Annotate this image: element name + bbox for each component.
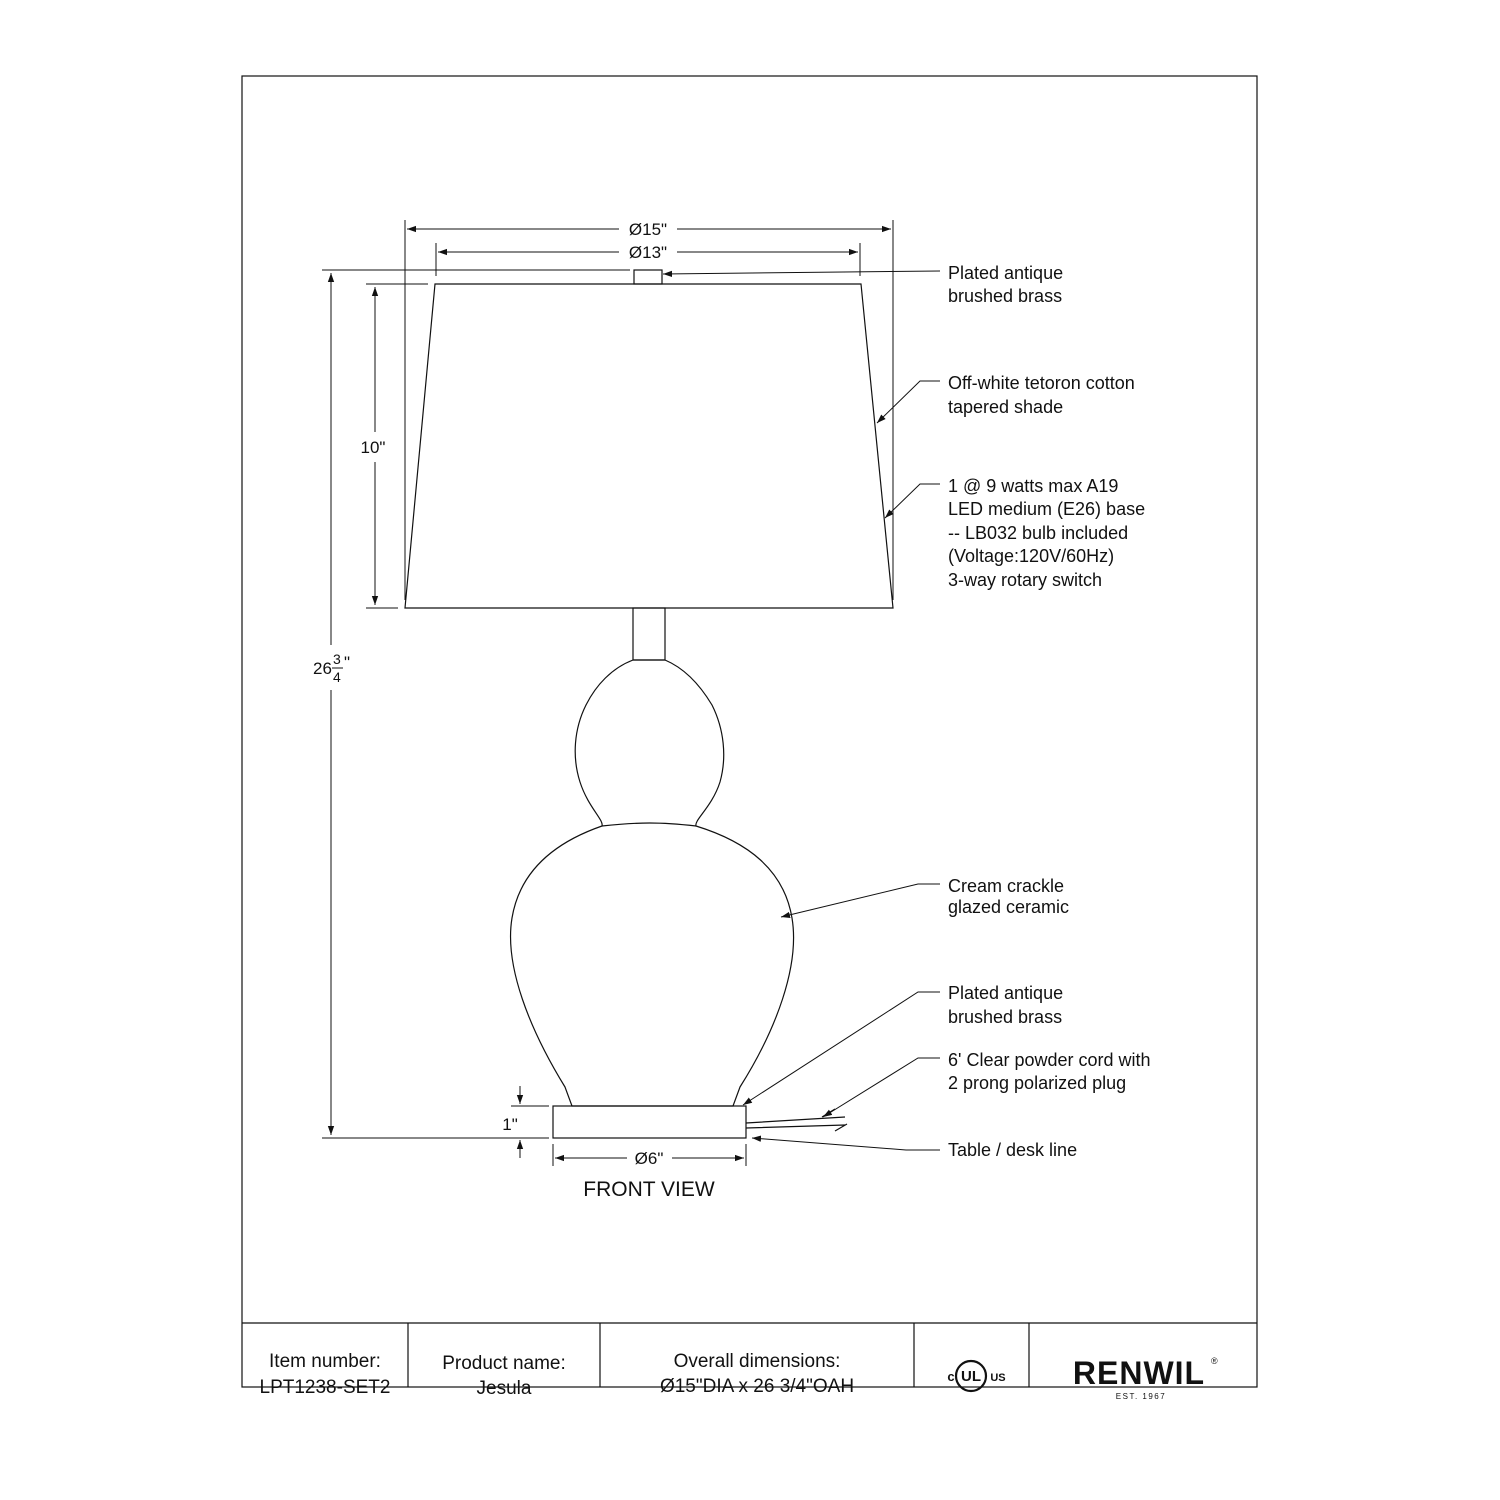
callout-cord — [948, 1050, 1151, 1093]
callout-line: Cream crackle — [948, 876, 1065, 896]
brand-name: RENWIL — [1072, 1355, 1206, 1391]
lamp-base — [553, 1106, 746, 1138]
dim-overall-height-suffix: " — [344, 653, 351, 672]
callout-line: Off-white tetoron cotton — [948, 373, 1135, 393]
callout-line: brushed brass — [948, 286, 1063, 306]
dim-overall-height-num: 3 — [333, 651, 341, 667]
lamp-neck — [633, 608, 665, 660]
brand-established: EST. 1967 — [1115, 1392, 1167, 1401]
callout-table — [948, 1140, 1077, 1160]
power-cord — [746, 1109, 847, 1131]
dimension-lines — [322, 220, 893, 1166]
callout-line: 2 prong polarized plug — [948, 1073, 1127, 1093]
callout-line: 6' Clear powder cord with — [948, 1050, 1151, 1070]
dim-overall-height-den: 4 — [333, 669, 341, 685]
dim-base-diameter: Ø6" — [634, 1149, 664, 1168]
product-name-label: Product name: — [442, 1353, 566, 1374]
lamp-shade — [405, 284, 893, 608]
dim-overall-height-whole: 26 — [313, 659, 332, 678]
finial — [634, 270, 662, 284]
callout-line: Table / desk line — [948, 1140, 1078, 1160]
callout-shade — [948, 373, 1135, 417]
callout-line: tapered shade — [948, 397, 1064, 417]
callout-line: 1 @ 9 watts max A19 — [948, 476, 1119, 496]
view-label: FRONT VIEW — [583, 1178, 715, 1201]
body-waist-line — [602, 823, 696, 826]
dim-base-height: 1" — [502, 1115, 518, 1134]
dim-overall-height — [313, 651, 350, 685]
callout-line: 3-way rotary switch — [948, 570, 1103, 590]
ceramic-body — [511, 660, 794, 1106]
item-number-label: Item number: — [269, 1351, 381, 1372]
callout-line: -- LB032 bulb included — [948, 523, 1129, 543]
callout-line: brushed brass — [948, 1007, 1063, 1027]
callout-base — [948, 983, 1063, 1027]
lamp-front-view — [405, 270, 893, 1138]
callout-line: (Voltage:120V/60Hz) — [948, 546, 1115, 566]
leader-lines — [663, 271, 940, 1150]
brand-registered-mark: ® — [1211, 1356, 1218, 1366]
cert-us: US — [990, 1372, 1006, 1384]
renwil-logo — [1073, 1355, 1218, 1401]
product-name-value: Jesula — [476, 1378, 532, 1399]
cert-ul: UL — [961, 1368, 981, 1385]
cert-c: c — [947, 1369, 955, 1384]
callout-finial — [948, 263, 1063, 306]
callout-line: glazed ceramic — [948, 897, 1070, 917]
dim-shade-inner: Ø13" — [628, 243, 668, 262]
callout-body — [948, 876, 1069, 917]
callout-line: LED medium (E26) base — [948, 499, 1146, 519]
dim-shade-height: 10" — [360, 438, 386, 457]
overall-dimensions-label: Overall dimensions: — [673, 1351, 841, 1372]
callout-line: Plated antique — [948, 263, 1064, 283]
title-block — [242, 1323, 1257, 1401]
callout-bulb — [948, 476, 1145, 590]
callout-line: Plated antique — [948, 983, 1064, 1003]
dim-shade-outer: Ø15" — [628, 220, 668, 239]
overall-dimensions-value: Ø15"DIA x 26 3/4"OAH — [659, 1376, 855, 1397]
item-number-value: LPT1238-SET2 — [259, 1377, 391, 1398]
